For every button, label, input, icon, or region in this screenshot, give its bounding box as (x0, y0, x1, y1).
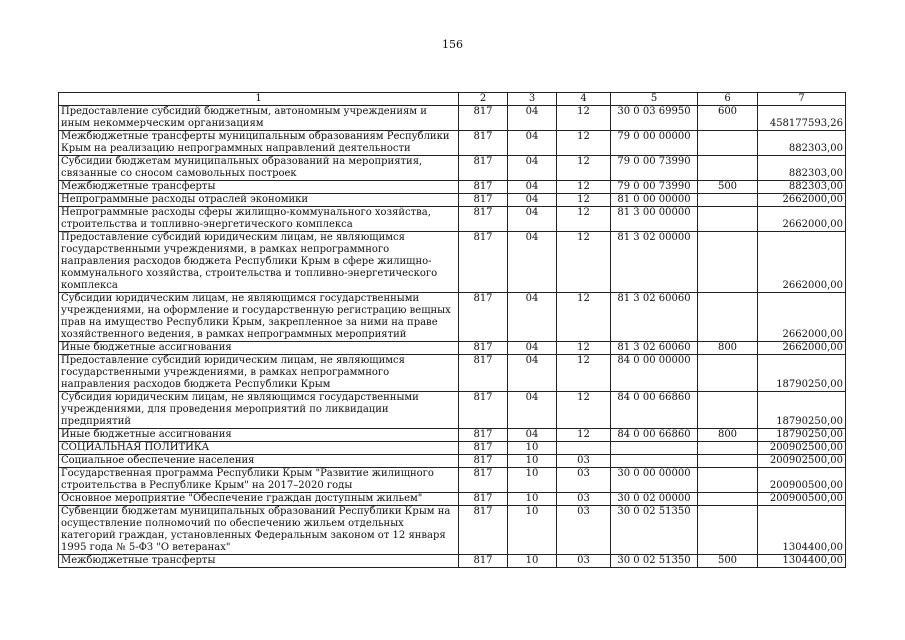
subsection-code-cell: 12 (557, 342, 611, 355)
amount-cell: 200900500,00 (758, 493, 846, 506)
target-article-cell: 30 0 03 69950 (611, 106, 698, 131)
amount-cell: 1304400,00 (758, 506, 846, 555)
ministry-code-cell: 817 (459, 355, 508, 392)
expense-name-cell: Субсидии бюджетам муниципальных образований на мероприятия, связанные со сносом самовольных построек (59, 156, 459, 181)
subsection-code-cell: 12 (557, 194, 611, 207)
section-code-cell: 04 (508, 156, 557, 181)
ministry-code-cell: 817 (459, 181, 508, 194)
section-code-cell: 04 (508, 293, 557, 342)
target-article-cell: 30 0 02 51350 (611, 506, 698, 555)
expense-name-cell: Непрограммные расходы сферы жилищно-коммунального хозяйства, строительства и топливно-энергетического комплекса (59, 207, 459, 232)
ministry-code-cell: 817 (459, 555, 508, 568)
expense-name-cell: Межбюджетные трансферты муниципальным образованиям Республики Крым на реализацию непрограммных направлений деятельности (59, 131, 459, 156)
expense-name-cell: Предоставление субсидий юридическим лицам, не являющимся государственными учреждениями, в рамках непрограммного направления расходов бюджета Республики Крым (59, 355, 459, 392)
column-header: 5 (611, 93, 698, 106)
table-row (59, 442, 846, 455)
section-code-cell: 10 (508, 468, 557, 493)
ministry-code-cell: 817 (459, 293, 508, 342)
table-row (59, 555, 846, 568)
target-article-cell: 84 0 00 66860 (611, 429, 698, 442)
expense-name-cell: Государственная программа Республики Крым "Развитие жилищного строительства в Республике Крым" на 2017–2020 годы (59, 468, 459, 493)
expense-type-cell (698, 468, 758, 493)
subsection-code-cell: 03 (557, 455, 611, 468)
ministry-code-cell: 817 (459, 468, 508, 493)
expense-type-cell (698, 207, 758, 232)
ministry-code-cell: 817 (459, 429, 508, 442)
expense-type-cell (698, 455, 758, 468)
section-code-cell: 10 (508, 506, 557, 555)
target-article-cell: 79 0 00 00000 (611, 131, 698, 156)
column-header: 3 (508, 93, 557, 106)
amount-cell: 18790250,00 (758, 392, 846, 429)
section-code-cell: 04 (508, 355, 557, 392)
expense-name-cell: СОЦИАЛЬНАЯ ПОЛИТИКА (59, 442, 459, 455)
amount-cell: 2662000,00 (758, 207, 846, 232)
section-code-cell: 10 (508, 455, 557, 468)
amount-cell: 18790250,00 (758, 355, 846, 392)
expense-type-cell: 500 (698, 181, 758, 194)
amount-cell: 882303,00 (758, 156, 846, 181)
table-row (59, 468, 846, 493)
expense-type-cell (698, 232, 758, 293)
subsection-code-cell: 12 (557, 181, 611, 194)
table-row (59, 181, 846, 194)
section-code-cell: 04 (508, 194, 557, 207)
expense-name-cell: Предоставление субсидий бюджетным, автономным учреждениям и иным некоммерческим организациям (59, 106, 459, 131)
header-row (59, 93, 846, 106)
ministry-code-cell: 817 (459, 506, 508, 555)
section-code-cell: 10 (508, 493, 557, 506)
budget-table (58, 92, 846, 568)
subsection-code-cell (557, 442, 611, 455)
expense-name-cell: Межбюджетные трансферты (59, 555, 459, 568)
amount-cell: 200902500,00 (758, 442, 846, 455)
target-article-cell: 81 3 00 00000 (611, 207, 698, 232)
section-code-cell: 04 (508, 181, 557, 194)
table-row (59, 392, 846, 429)
amount-cell: 200900500,00 (758, 468, 846, 493)
target-article-cell: 81 3 02 60060 (611, 342, 698, 355)
target-article-cell: 79 0 00 73990 (611, 181, 698, 194)
page-number: 156 (442, 38, 463, 51)
expense-type-cell: 500 (698, 555, 758, 568)
table-row (59, 106, 846, 131)
target-article-cell (611, 455, 698, 468)
column-header: 4 (557, 93, 611, 106)
table-row (59, 232, 846, 293)
expense-name-cell: Межбюджетные трансферты (59, 181, 459, 194)
expense-type-cell: 600 (698, 106, 758, 131)
subsection-code-cell: 03 (557, 493, 611, 506)
column-header: 1 (59, 93, 459, 106)
table-row (59, 131, 846, 156)
target-article-cell: 81 0 00 00000 (611, 194, 698, 207)
amount-cell: 200902500,00 (758, 455, 846, 468)
expense-name-cell: Иные бюджетные ассигнования (59, 342, 459, 355)
amount-cell: 18790250,00 (758, 429, 846, 442)
target-article-cell: 30 0 02 51350 (611, 555, 698, 568)
expense-name-cell: Иные бюджетные ассигнования (59, 429, 459, 442)
expense-type-cell (698, 442, 758, 455)
section-code-cell: 04 (508, 232, 557, 293)
ministry-code-cell: 817 (459, 392, 508, 429)
table-row (59, 355, 846, 392)
expense-type-cell: 800 (698, 342, 758, 355)
table-row (59, 194, 846, 207)
target-article-cell (611, 442, 698, 455)
target-article-cell: 79 0 00 73990 (611, 156, 698, 181)
amount-cell: 2662000,00 (758, 232, 846, 293)
expense-name-cell: Предоставление субсидий юридическим лицам, не являющимся государственными учреждениями, в рамках непрограммного направления расходов бюджета Республики Крым в сфере жилищно-коммунального хозяйства, строительства и топливно-энергетического комплекса (59, 232, 459, 293)
subsection-code-cell: 03 (557, 506, 611, 555)
amount-cell: 2662000,00 (758, 293, 846, 342)
column-header: 2 (459, 93, 508, 106)
expense-name-cell: Непрограммные расходы отраслей экономики (59, 194, 459, 207)
expense-name-cell: Субсидия юридическим лицам, не являющимся государственными учреждениями, для проведения мероприятий по ликвидации предприятий (59, 392, 459, 429)
amount-cell: 1304400,00 (758, 555, 846, 568)
table-row (59, 493, 846, 506)
ministry-code-cell: 817 (459, 232, 508, 293)
subsection-code-cell: 03 (557, 555, 611, 568)
table-row (59, 342, 846, 355)
amount-cell: 882303,00 (758, 131, 846, 156)
expense-type-cell (698, 131, 758, 156)
target-article-cell: 84 0 00 66860 (611, 392, 698, 429)
section-code-cell: 04 (508, 207, 557, 232)
expense-name-cell: Субвенции бюджетам муниципальных образований Республики Крым на осуществление полномочий по обеспечению жильем отдельных категорий граждан, установленных Федеральным законом от 12 января 1995 года № 5-ФЗ "О ветеранах" (59, 506, 459, 555)
subsection-code-cell: 12 (557, 106, 611, 131)
table-row (59, 156, 846, 181)
table-row (59, 455, 846, 468)
section-code-cell: 04 (508, 106, 557, 131)
ministry-code-cell: 817 (459, 342, 508, 355)
expense-name-cell: Основное мероприятие "Обеспечение граждан доступным жильем" (59, 493, 459, 506)
subsection-code-cell: 12 (557, 293, 611, 342)
subsection-code-cell: 03 (557, 468, 611, 493)
ministry-code-cell: 817 (459, 106, 508, 131)
ministry-code-cell: 817 (459, 442, 508, 455)
ministry-code-cell: 817 (459, 493, 508, 506)
expense-type-cell (698, 293, 758, 342)
target-article-cell: 81 3 02 00000 (611, 232, 698, 293)
column-header: 6 (698, 93, 758, 106)
ministry-code-cell: 817 (459, 194, 508, 207)
expense-name-cell: Субсидии юридическим лицам, не являющимся государственными учреждениями, на оформление и государственную регистрацию вещных прав на имущество Республики Крым, закрепленное за ними на праве хозяйственного ведения, в рамках непрограммных мероприятий (59, 293, 459, 342)
column-header: 7 (758, 93, 846, 106)
expense-type-cell (698, 355, 758, 392)
subsection-code-cell: 12 (557, 131, 611, 156)
section-code-cell: 04 (508, 131, 557, 156)
section-code-cell: 04 (508, 429, 557, 442)
section-code-cell: 10 (508, 555, 557, 568)
ministry-code-cell: 817 (459, 207, 508, 232)
section-code-cell: 04 (508, 392, 557, 429)
table-row (59, 506, 846, 555)
amount-cell: 882303,00 (758, 181, 846, 194)
ministry-code-cell: 817 (459, 131, 508, 156)
subsection-code-cell: 12 (557, 207, 611, 232)
target-article-cell: 84 0 00 00000 (611, 355, 698, 392)
amount-cell: 2662000,00 (758, 194, 846, 207)
expense-name-cell: Социальное обеспечение населения (59, 455, 459, 468)
expense-type-cell (698, 493, 758, 506)
expense-type-cell (698, 506, 758, 555)
target-article-cell: 30 0 02 00000 (611, 493, 698, 506)
subsection-code-cell: 12 (557, 232, 611, 293)
table-row (59, 429, 846, 442)
subsection-code-cell: 12 (557, 156, 611, 181)
section-code-cell: 04 (508, 342, 557, 355)
table-row (59, 207, 846, 232)
ministry-code-cell: 817 (459, 455, 508, 468)
subsection-code-cell: 12 (557, 355, 611, 392)
expense-type-cell (698, 392, 758, 429)
target-article-cell: 30 0 00 00000 (611, 468, 698, 493)
ministry-code-cell: 817 (459, 156, 508, 181)
amount-cell: 458177593,26 (758, 106, 846, 131)
expense-type-cell (698, 156, 758, 181)
subsection-code-cell: 12 (557, 392, 611, 429)
subsection-code-cell: 12 (557, 429, 611, 442)
amount-cell: 2662000,00 (758, 342, 846, 355)
table-row (59, 293, 846, 342)
expense-type-cell (698, 194, 758, 207)
expense-type-cell: 800 (698, 429, 758, 442)
target-article-cell: 81 3 02 60060 (611, 293, 698, 342)
section-code-cell: 10 (508, 442, 557, 455)
